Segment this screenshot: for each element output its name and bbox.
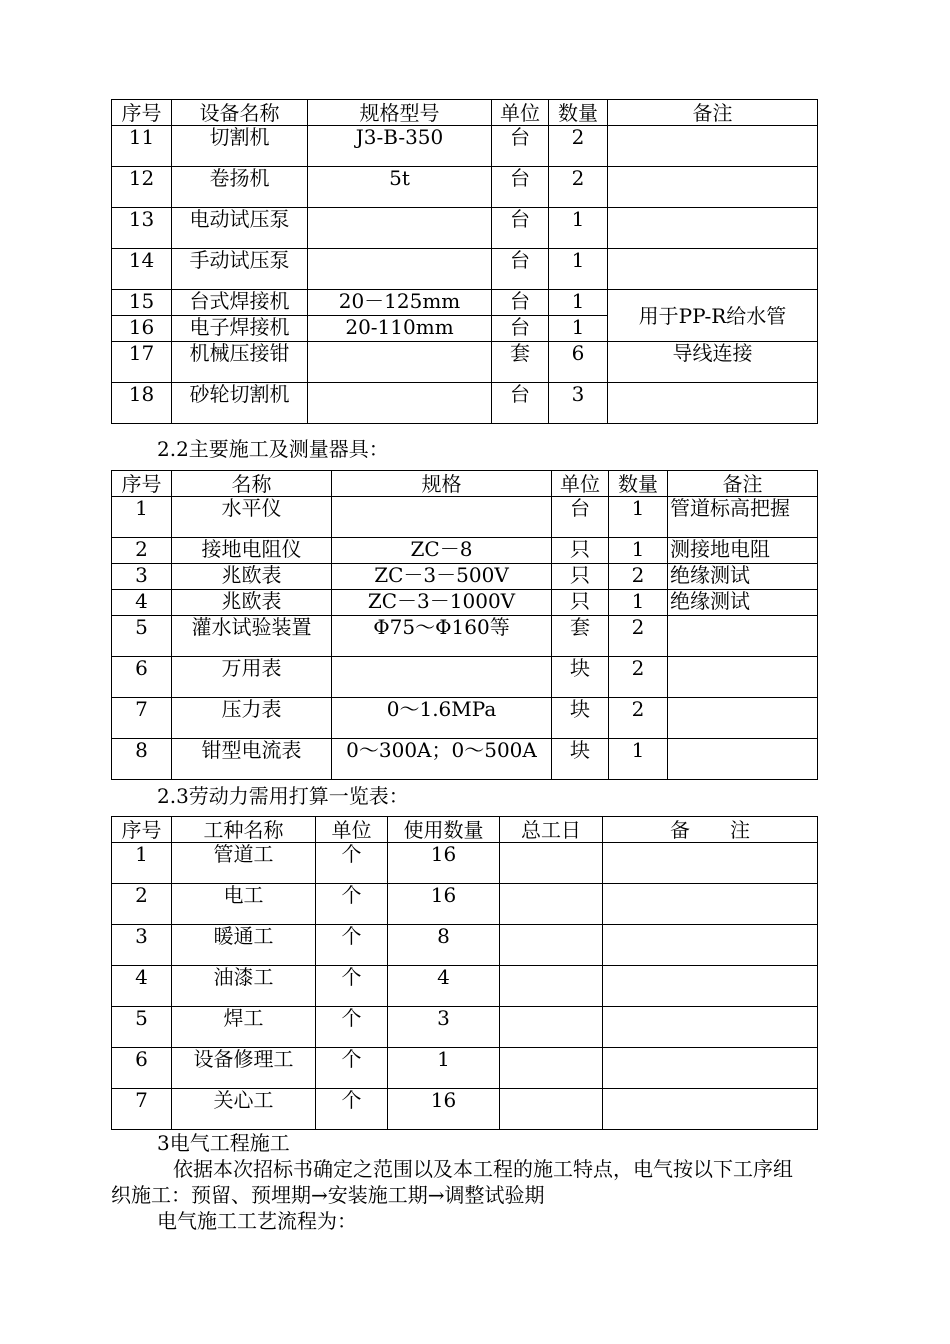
header-cell: 备注 <box>608 100 818 126</box>
table-cell <box>500 925 603 966</box>
table-cell: 台 <box>492 249 549 290</box>
table-cell: 14 <box>112 249 172 290</box>
table-cell: 个 <box>316 925 388 966</box>
table-cell <box>608 249 818 290</box>
flow-heading: 电气施工工艺流程为： <box>157 1209 357 1233</box>
table-cell: ZC－3－500V <box>332 564 552 590</box>
table-cell: 台 <box>552 497 609 538</box>
table-cell: 16 <box>388 843 500 884</box>
table-cell: 18 <box>112 383 172 424</box>
table-row <box>112 966 818 1007</box>
table-cell: 8 <box>112 739 172 780</box>
instruments-table <box>111 470 818 780</box>
table-cell: 砂轮切割机 <box>172 383 308 424</box>
table-row <box>112 342 818 383</box>
header-cell: 设备名称 <box>172 100 308 126</box>
table-cell: 台 <box>492 126 549 167</box>
table-cell: 个 <box>316 1089 388 1130</box>
table-cell: 1 <box>609 739 668 780</box>
table-cell: 6 <box>549 342 608 383</box>
header-cell: 使用数量 <box>388 817 500 843</box>
table-cell: 0～1.6MPa <box>332 698 552 739</box>
table-cell: ZC－8 <box>332 538 552 564</box>
table-row <box>112 290 818 316</box>
table-cell: 机械压接钳 <box>172 342 308 383</box>
table-cell: 个 <box>316 884 388 925</box>
table-cell: 个 <box>316 1048 388 1089</box>
table-cell: 20－125mm <box>308 290 492 316</box>
header-cell: 序号 <box>112 471 172 497</box>
table-cell <box>332 497 552 538</box>
table-cell: ZC－3－1000V <box>332 590 552 616</box>
table-cell: 水平仪 <box>172 497 332 538</box>
table-cell: 台 <box>492 316 549 342</box>
table-cell: 6 <box>112 657 172 698</box>
table-header-row <box>112 100 818 126</box>
table-cell <box>608 208 818 249</box>
table-row <box>112 590 818 616</box>
header-cell: 数量 <box>549 100 608 126</box>
header-cell: 数量 <box>609 471 668 497</box>
table-cell: 只 <box>552 590 609 616</box>
table-row <box>112 383 818 424</box>
table-cell: 电工 <box>172 884 316 925</box>
table-cell <box>500 843 603 884</box>
table-cell: 4 <box>388 966 500 1007</box>
table-cell: 个 <box>316 843 388 884</box>
table-cell: 焊工 <box>172 1007 316 1048</box>
header-cell: 序号 <box>112 100 172 126</box>
table-cell: 1 <box>549 208 608 249</box>
header-cell: 总工日 <box>500 817 603 843</box>
table-cell <box>608 126 818 167</box>
table-cell <box>603 1007 818 1048</box>
table-cell: 1 <box>549 249 608 290</box>
table-cell <box>500 884 603 925</box>
header-cell: 单位 <box>552 471 609 497</box>
table-cell <box>603 884 818 925</box>
header-cell: 规格型号 <box>308 100 492 126</box>
table-cell <box>668 698 818 739</box>
table-cell: 3 <box>549 383 608 424</box>
table-header-row <box>112 817 818 843</box>
table-cell: 0～300A；0～500A <box>332 739 552 780</box>
table-row <box>112 564 818 590</box>
header-cell: 序号 <box>112 817 172 843</box>
table-cell: 1 <box>609 497 668 538</box>
table-cell: 暖通工 <box>172 925 316 966</box>
table-cell: Φ75～Φ160等 <box>332 616 552 657</box>
header-cell: 单位 <box>492 100 549 126</box>
table-cell: 2 <box>112 884 172 925</box>
table-cell: 11 <box>112 126 172 167</box>
table-cell: 绝缘测试 <box>668 564 818 590</box>
table-cell: 12 <box>112 167 172 208</box>
table-cell: 万用表 <box>172 657 332 698</box>
table-cell: 1 <box>609 590 668 616</box>
table-cell: 3 <box>112 925 172 966</box>
table-cell: 台式焊接机 <box>172 290 308 316</box>
table-cell: 测接地电阻 <box>668 538 818 564</box>
table-row <box>112 208 818 249</box>
table-cell: 台 <box>492 208 549 249</box>
table-cell: 7 <box>112 1089 172 1130</box>
table-cell: 台 <box>492 290 549 316</box>
merged-note-cell: 用于PP-R给水管 <box>608 290 818 342</box>
header-cell: 名称 <box>172 471 332 497</box>
table-cell: 1 <box>549 290 608 316</box>
table-cell: 个 <box>316 1007 388 1048</box>
table-row <box>112 126 818 167</box>
table-cell: 台 <box>492 167 549 208</box>
table-cell: 5 <box>112 616 172 657</box>
table-row <box>112 739 818 780</box>
header-cell: 备 注 <box>603 817 818 843</box>
table-row <box>112 843 818 884</box>
table-cell: 6 <box>112 1048 172 1089</box>
table-cell: J3-B-350 <box>308 126 492 167</box>
table-cell: 7 <box>112 698 172 739</box>
table-row <box>112 538 818 564</box>
table-cell: 16 <box>388 884 500 925</box>
table-cell: 兆欧表 <box>172 564 332 590</box>
table-cell: 4 <box>112 590 172 616</box>
table-cell: 5 <box>112 1007 172 1048</box>
table-cell: 块 <box>552 698 609 739</box>
labor-table <box>111 816 818 1130</box>
table-row <box>112 657 818 698</box>
table-row <box>112 616 818 657</box>
table-cell <box>608 167 818 208</box>
table-cell: 1 <box>112 497 172 538</box>
table-cell <box>308 208 492 249</box>
table-cell <box>603 1048 818 1089</box>
table-cell: 17 <box>112 342 172 383</box>
table-cell: 绝缘测试 <box>668 590 818 616</box>
table-cell: 2 <box>609 564 668 590</box>
table-cell: 3 <box>388 1007 500 1048</box>
section-heading-3: 3电气工程施工 <box>157 1131 290 1155</box>
table-cell: 1 <box>112 843 172 884</box>
table-cell: 套 <box>492 342 549 383</box>
table-cell <box>668 657 818 698</box>
table-cell <box>308 383 492 424</box>
section-heading-2-3: 2.3劳动力需用打算一览表： <box>157 784 409 808</box>
table-row <box>112 167 818 208</box>
table-cell: 3 <box>112 564 172 590</box>
table-cell: 管道标高把握 <box>668 497 818 538</box>
table-cell: 兆欧表 <box>172 590 332 616</box>
table-cell: 5t <box>308 167 492 208</box>
body-paragraph-line-2: 织施工：预留、预埋期→安装施工期→调整试验期 <box>111 1183 545 1207</box>
table-cell: 16 <box>388 1089 500 1130</box>
table-cell <box>603 1089 818 1130</box>
table-cell: 只 <box>552 564 609 590</box>
header-cell: 规格 <box>332 471 552 497</box>
table-cell <box>608 383 818 424</box>
equipment-table <box>111 99 818 424</box>
table-cell <box>500 966 603 1007</box>
table-cell: 16 <box>112 316 172 342</box>
table-cell: 1 <box>609 538 668 564</box>
table-row <box>112 497 818 538</box>
table-cell <box>500 1089 603 1130</box>
table-header-row <box>112 471 818 497</box>
table-cell: 8 <box>388 925 500 966</box>
table-cell: 2 <box>112 538 172 564</box>
table-cell: 切割机 <box>172 126 308 167</box>
table-cell: 接地电阻仪 <box>172 538 332 564</box>
table-cell <box>668 616 818 657</box>
table-cell: 20-110mm <box>308 316 492 342</box>
table-row <box>112 1007 818 1048</box>
table-cell <box>603 925 818 966</box>
table-cell: 1 <box>388 1048 500 1089</box>
table-cell <box>308 249 492 290</box>
table-row <box>112 698 818 739</box>
table-cell: 块 <box>552 739 609 780</box>
table-cell <box>603 966 818 1007</box>
table-cell: 个 <box>316 966 388 1007</box>
table-cell <box>332 657 552 698</box>
table-cell: 块 <box>552 657 609 698</box>
body-paragraph-line-1: 依据本次招标书确定之范围以及本工程的施工特点，电气按以下工序组 <box>173 1157 793 1181</box>
table-cell: 2 <box>609 616 668 657</box>
table-cell: 压力表 <box>172 698 332 739</box>
table-row <box>112 1048 818 1089</box>
table-cell: 手动试压泵 <box>172 249 308 290</box>
table-row <box>112 1089 818 1130</box>
table-cell: 15 <box>112 290 172 316</box>
table-cell: 导线连接 <box>608 342 818 383</box>
table-cell <box>668 739 818 780</box>
table-row <box>112 925 818 966</box>
table-cell <box>500 1048 603 1089</box>
table-row <box>112 884 818 925</box>
table-cell: 钳型电流表 <box>172 739 332 780</box>
table-cell: 1 <box>549 316 608 342</box>
header-cell: 单位 <box>316 817 388 843</box>
table-cell: 只 <box>552 538 609 564</box>
header-cell: 备注 <box>668 471 818 497</box>
table-row <box>112 249 818 290</box>
table-cell: 关心工 <box>172 1089 316 1130</box>
table-cell: 电子焊接机 <box>172 316 308 342</box>
table-cell: 卷扬机 <box>172 167 308 208</box>
table-cell: 油漆工 <box>172 966 316 1007</box>
section-heading-2-2: 2.2主要施工及测量器具： <box>157 437 389 461</box>
table-cell: 台 <box>492 383 549 424</box>
table-cell <box>308 342 492 383</box>
table-cell: 13 <box>112 208 172 249</box>
table-cell: 4 <box>112 966 172 1007</box>
table-cell: 灌水试验装置 <box>172 616 332 657</box>
table-cell: 2 <box>549 126 608 167</box>
table-cell: 2 <box>549 167 608 208</box>
table-cell <box>500 1007 603 1048</box>
table-cell <box>603 843 818 884</box>
table-cell: 2 <box>609 657 668 698</box>
table-cell: 套 <box>552 616 609 657</box>
table-cell: 电动试压泵 <box>172 208 308 249</box>
table-cell: 设备修理工 <box>172 1048 316 1089</box>
table-cell: 2 <box>609 698 668 739</box>
table-cell: 管道工 <box>172 843 316 884</box>
header-cell: 工种名称 <box>172 817 316 843</box>
